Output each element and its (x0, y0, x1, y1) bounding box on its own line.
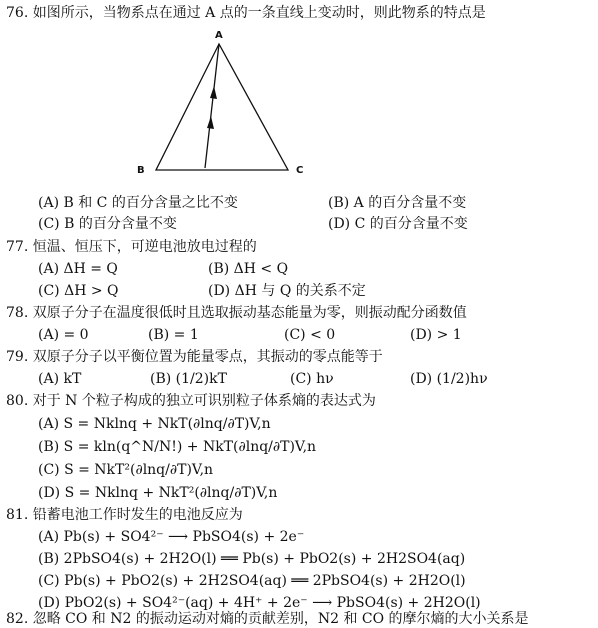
q81-option-b[interactable]: (B) 2PbSO4(s) + 2H2O(l) ══ Pb(s) + PbO2(s) + 2H2SO4(aq) (38, 551, 466, 567)
q80-option-d[interactable]: (D) S = Nklnq + NkT²(∂lnq/∂T)V,n (38, 485, 278, 501)
q79-option-d[interactable]: (D) (1/2)hν (410, 371, 488, 387)
question-80-stem: 80. 对于 N 个粒子构成的独立可识别粒子体系熵的表达式为 (6, 393, 376, 409)
q78-option-a[interactable]: (A) = 0 (38, 327, 89, 343)
q80-option-b[interactable]: (B) S = kln(q^N/N!) + NkT(∂lnq/∂T)V,n (38, 439, 317, 455)
vertex-b-label: B (137, 165, 145, 176)
q76-option-c[interactable]: (C) B 的百分含量不变 (38, 216, 177, 232)
q79-option-c[interactable]: (C) hν (290, 371, 334, 387)
q81-option-c[interactable]: (C) Pb(s) + PbO2(s) + 2H2SO4(aq) ══ 2PbSO4(s) + 2H2O(l) (38, 573, 466, 589)
question-78-stem: 78. 双原子分子在温度很低时且选取振动基态能量为零，则振动配分函数值 (6, 305, 467, 321)
q77-option-b[interactable]: (B) ΔH < Q (208, 261, 289, 277)
q81-option-d[interactable]: (D) PbO2(s) + SO4²⁻(aq) + 4H⁺ + 2e⁻ ⟶ PbSO4(s) + 2H2O(l) (38, 595, 481, 611)
q76-option-d[interactable]: (D) C 的百分含量不变 (328, 216, 468, 232)
q76-option-a[interactable]: (A) B 和 C 的百分含量之比不变 (38, 195, 238, 211)
vertex-a-label: A (215, 30, 223, 41)
q78-option-d[interactable]: (D) > 1 (410, 327, 462, 343)
q76-option-b[interactable]: (B) A 的百分含量不变 (328, 195, 467, 211)
vertex-c-label: C (296, 165, 304, 176)
q80-option-c[interactable]: (C) S = NkT²(∂lnq/∂T)V,n (38, 462, 214, 478)
q79-option-b[interactable]: (B) (1/2)kT (150, 371, 227, 387)
q77-option-c[interactable]: (C) ΔH > Q (38, 283, 119, 299)
question-81-stem: 81. 铅蓄电池工作时发生的电池反应为 (6, 507, 243, 523)
question-82-stem: 82. 忽略 CO 和 N2 的振动运动对熵的贡献差别，N2 和 CO 的摩尔熵的大小关系是 (6, 611, 529, 627)
question-76-stem: 76. 如图所示，当物系点在通过 A 点的一条直线上变动时，则此物系的特点是 (6, 5, 486, 21)
q81-option-a[interactable]: (A) Pb(s) + SO4²⁻ ⟶ PbSO4(s) + 2e⁻ (38, 529, 305, 545)
q77-option-a[interactable]: (A) ΔH = Q (38, 261, 118, 277)
question-79-stem: 79. 双原子分子以平衡位置为能量零点，其振动的零点能等于 (6, 349, 383, 365)
q77-option-d[interactable]: (D) ΔH 与 Q 的关系不定 (208, 283, 366, 299)
q79-option-a[interactable]: (A) kT (38, 371, 82, 387)
question-77-stem: 77. 恒温、恒压下，可逆电池放电过程的 (6, 239, 257, 255)
q80-option-a[interactable]: (A) S = Nklnq + NkT(∂lnq/∂T)V,n (38, 416, 271, 432)
q78-option-c[interactable]: (C) < 0 (284, 327, 336, 343)
q78-option-b[interactable]: (B) = 1 (148, 327, 199, 343)
